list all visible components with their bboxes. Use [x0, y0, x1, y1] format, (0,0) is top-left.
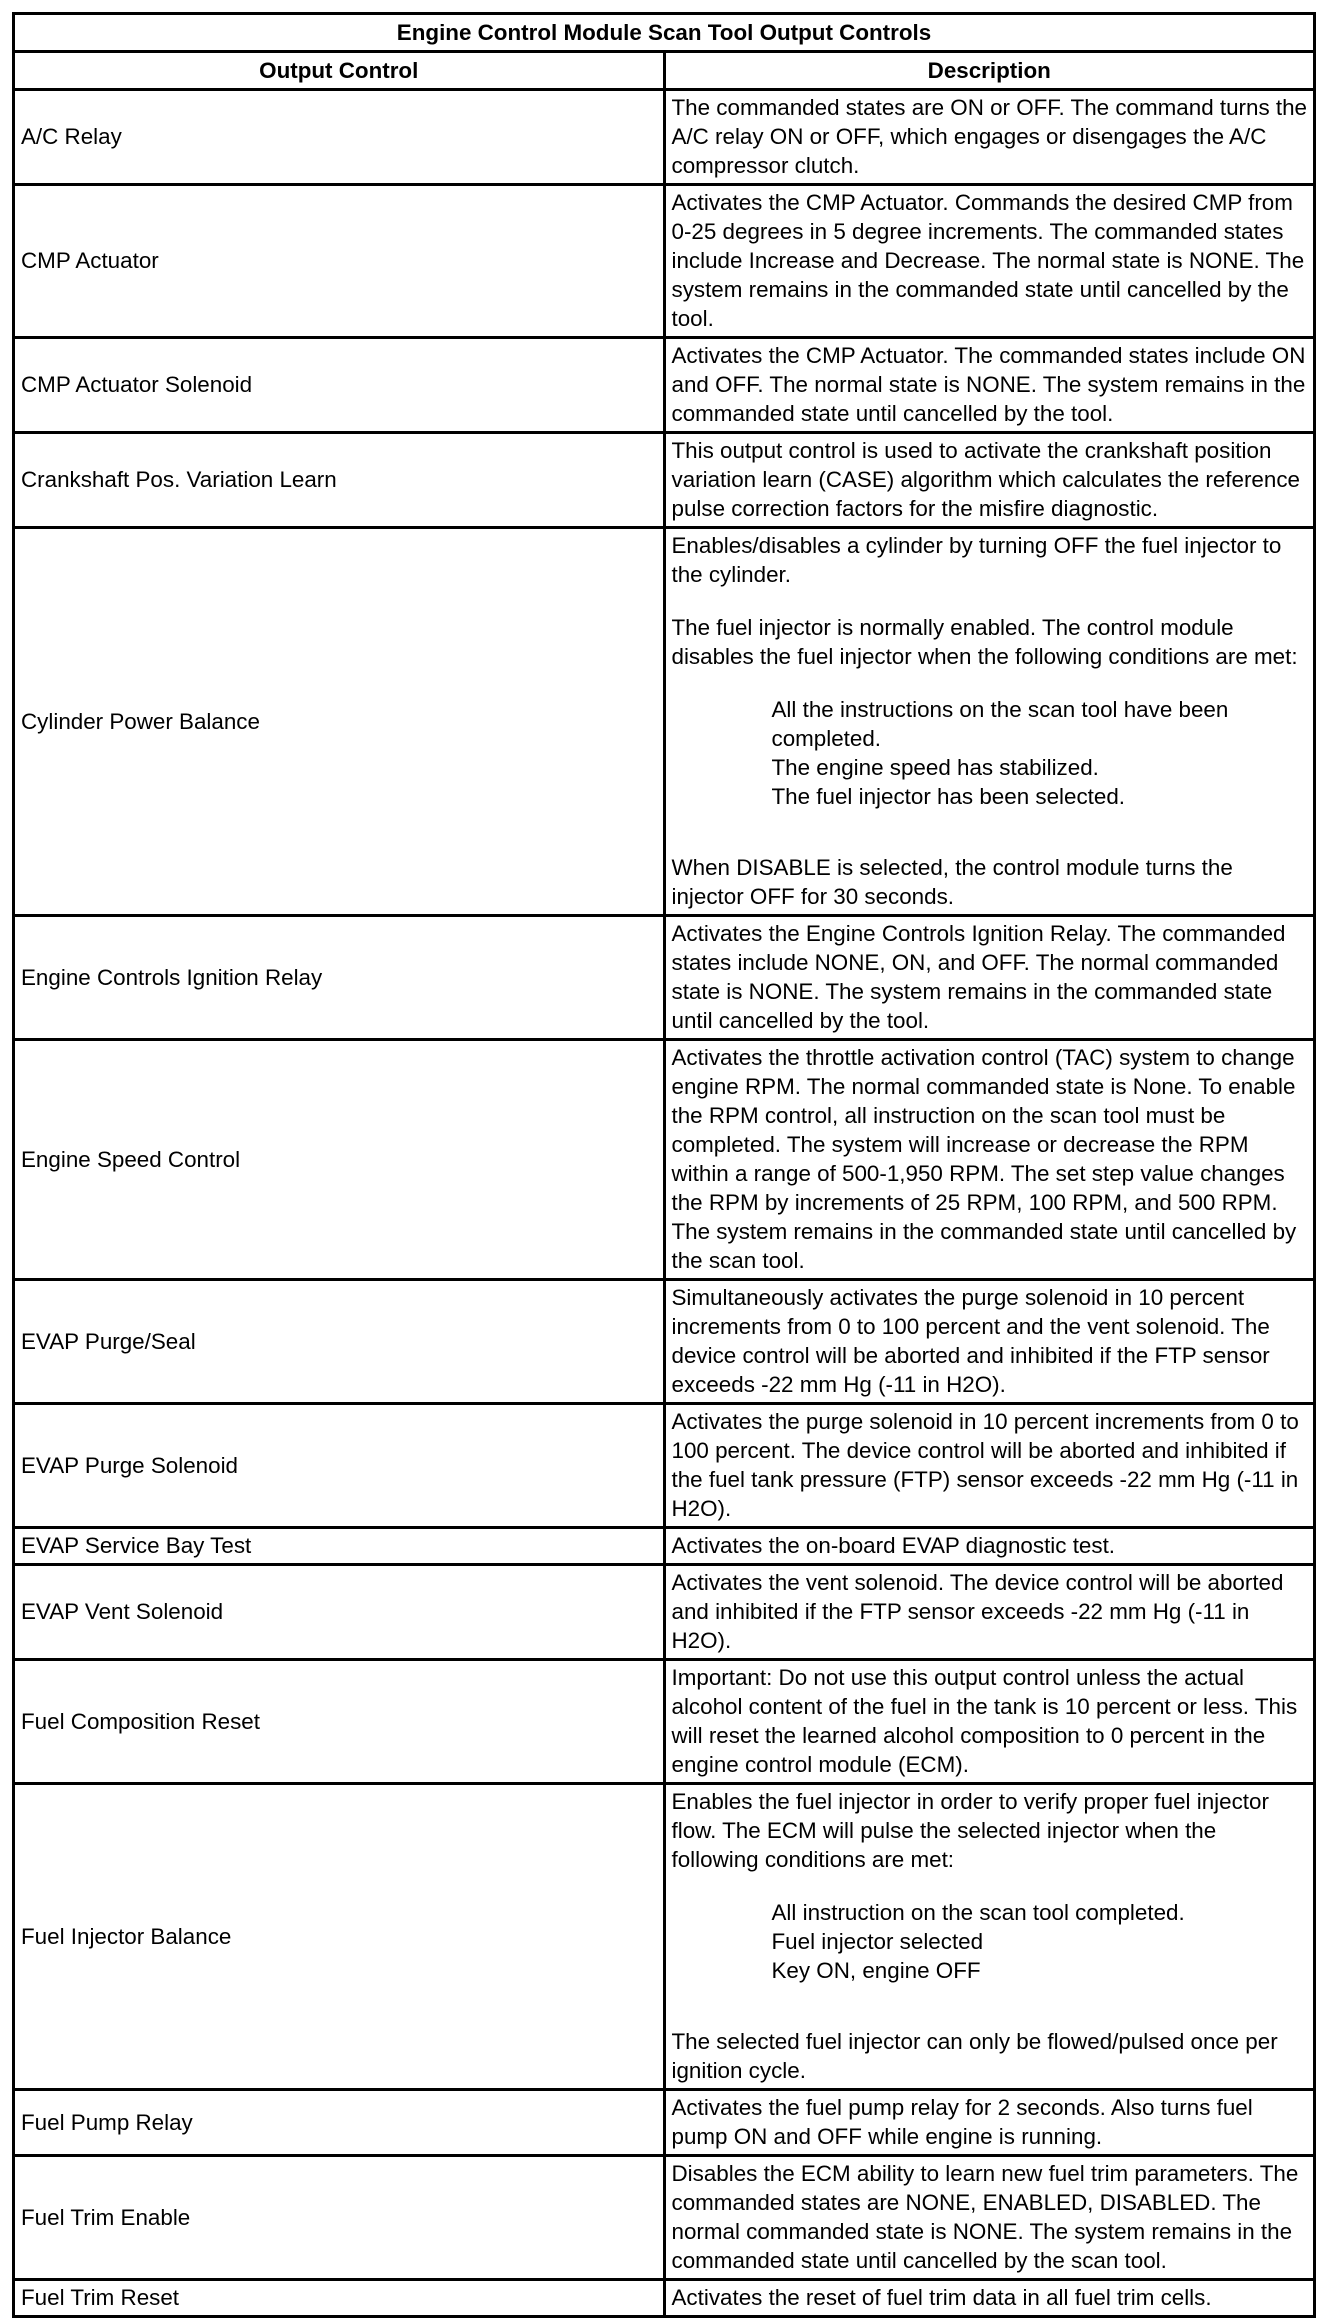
description-closing: When DISABLE is selected, the control module turns the injector OFF for 30 seconds.	[671, 855, 1233, 909]
row-description: Activates the Engine Controls Ignition Relay. The commanded states include NONE, ON, and OFF. The normal commanded state is NONE. The system remains in the commanded state until cancelled by the tool.	[664, 916, 1315, 1040]
table-row	[14, 2280, 1315, 2317]
row-description: Activates the CMP Actuator. The commanded states include ON and OFF. The normal state is NONE. The system remains in the commanded state until cancelled by the tool.	[664, 338, 1315, 433]
table-row	[14, 1784, 1315, 2090]
description-intro: Enables/disables a cylinder by turning OFF the fuel injector to the cylinder.	[671, 533, 1282, 587]
header-output-control: Output Control	[14, 52, 665, 90]
condition-item: The engine speed has stabilized.	[771, 755, 1099, 780]
row-control: CMP Actuator	[14, 185, 665, 338]
condition-item: All instruction on the scan tool completed.	[771, 1900, 1185, 1925]
condition-item: Key ON, engine OFF	[771, 1958, 981, 1983]
row-description: Activates the throttle activation control (TAC) system to change engine RPM. The normal commanded state is None. To enable the RPM control, all instruction on the scan tool must be completed. The system will increase or decrease the RPM within a range of 500-1,950 RPM. The set step value changes the RPM by increments of 25 RPM, 100 RPM, and 500 RPM. The system remains in the commanded state until cancelled by the scan tool.	[664, 1040, 1315, 1280]
row-control: Fuel Trim Enable	[14, 2156, 665, 2280]
row-control: Fuel Trim Reset	[14, 2280, 665, 2317]
condition-item: All the instructions on the scan tool have been completed.	[771, 697, 1229, 751]
row-control: EVAP Vent Solenoid	[14, 1565, 665, 1660]
row-description: Activates the purge solenoid in 10 percent increments from 0 to 100 percent. The device control will be aborted and inhibited if the fuel tank pressure (FTP) sensor exceeds -22 mm Hg (-11 in H2O).	[664, 1404, 1315, 1528]
row-control: Engine Speed Control	[14, 1040, 665, 1280]
table-row	[14, 433, 1315, 528]
table-row	[14, 1528, 1315, 1565]
header-description: Description	[664, 52, 1315, 90]
table-row	[14, 1040, 1315, 1280]
row-description: This output control is used to activate the crankshaft position variation learn (CASE) algorithm which calculates the reference pulse correction factors for the misfire diagnostic.	[664, 433, 1315, 528]
table-row	[14, 528, 1315, 916]
row-control: Fuel Composition Reset	[14, 1660, 665, 1784]
table-row	[14, 1565, 1315, 1660]
description-closing: The selected fuel injector can only be flowed/pulsed once per ignition cycle.	[671, 2029, 1278, 2083]
row-description: Activates the CMP Actuator. Commands the desired CMP from 0-25 degrees in 5 degree increments. The commanded states include Increase and Decrease. The normal state is NONE. The system remains in the commanded state until cancelled by the tool.	[664, 185, 1315, 338]
row-description: Disables the ECM ability to learn new fuel trim parameters. The commanded states are NONE, ENABLED, DISABLED. The normal commanded state is NONE. The system remains in the commanded state until cancelled by the scan tool.	[664, 2156, 1315, 2280]
table-row	[14, 1404, 1315, 1528]
output-controls-table	[12, 12, 1316, 2318]
table-row	[14, 338, 1315, 433]
table-row	[14, 90, 1315, 185]
row-control: EVAP Purge Solenoid	[14, 1404, 665, 1528]
description-lead: Enables the fuel injector in order to verify proper fuel injector flow. The ECM will pulse the selected injector when the following conditions are met:	[671, 1789, 1269, 1872]
row-description	[664, 1784, 1315, 2090]
condition-item: The fuel injector has been selected.	[771, 784, 1125, 809]
row-control: Fuel Pump Relay	[14, 2090, 665, 2156]
table-row	[14, 185, 1315, 338]
row-description: Activates the vent solenoid. The device control will be aborted and inhibited if the FTP sensor exceeds -22 mm Hg (-11 in H2O).	[664, 1565, 1315, 1660]
row-control: CMP Actuator Solenoid	[14, 338, 665, 433]
row-description: Activates the fuel pump relay for 2 seconds. Also turns fuel pump ON and OFF while engine is running.	[664, 2090, 1315, 2156]
row-description	[664, 528, 1315, 916]
row-control: Crankshaft Pos. Variation Learn	[14, 433, 665, 528]
row-control: Fuel Injector Balance	[14, 1784, 665, 2090]
row-description: Activates the on-board EVAP diagnostic test.	[664, 1528, 1315, 1565]
row-control: Cylinder Power Balance	[14, 528, 665, 916]
table-row	[14, 2090, 1315, 2156]
row-description: Simultaneously activates the purge solenoid in 10 percent increments from 0 to 100 percent and the vent solenoid. The device control will be aborted and inhibited if the FTP sensor exceeds -22 mm Hg (-11 in H2O).	[664, 1280, 1315, 1404]
row-control: EVAP Purge/Seal	[14, 1280, 665, 1404]
row-control: A/C Relay	[14, 90, 665, 185]
row-description: Important: Do not use this output control unless the actual alcohol content of the fuel in the tank is 10 percent or less. This will reset the learned alcohol composition to 0 percent in the engine control module (ECM).	[664, 1660, 1315, 1784]
table-row	[14, 1660, 1315, 1784]
description-lead: The fuel injector is normally enabled. The control module disables the fuel injector when the following conditions are met:	[671, 615, 1298, 669]
row-description: Activates the reset of fuel trim data in all fuel trim cells.	[664, 2280, 1315, 2317]
row-control: EVAP Service Bay Test	[14, 1528, 665, 1565]
table-row	[14, 916, 1315, 1040]
table-title: Engine Control Module Scan Tool Output Controls	[14, 14, 1315, 52]
table-row	[14, 1280, 1315, 1404]
row-control: Engine Controls Ignition Relay	[14, 916, 665, 1040]
table-row	[14, 2156, 1315, 2280]
document-page	[12, 12, 1316, 2318]
condition-item: Fuel injector selected	[771, 1929, 984, 1954]
row-description: The commanded states are ON or OFF. The command turns the A/C relay ON or OFF, which engages or disengages the A/C compressor clutch.	[664, 90, 1315, 185]
